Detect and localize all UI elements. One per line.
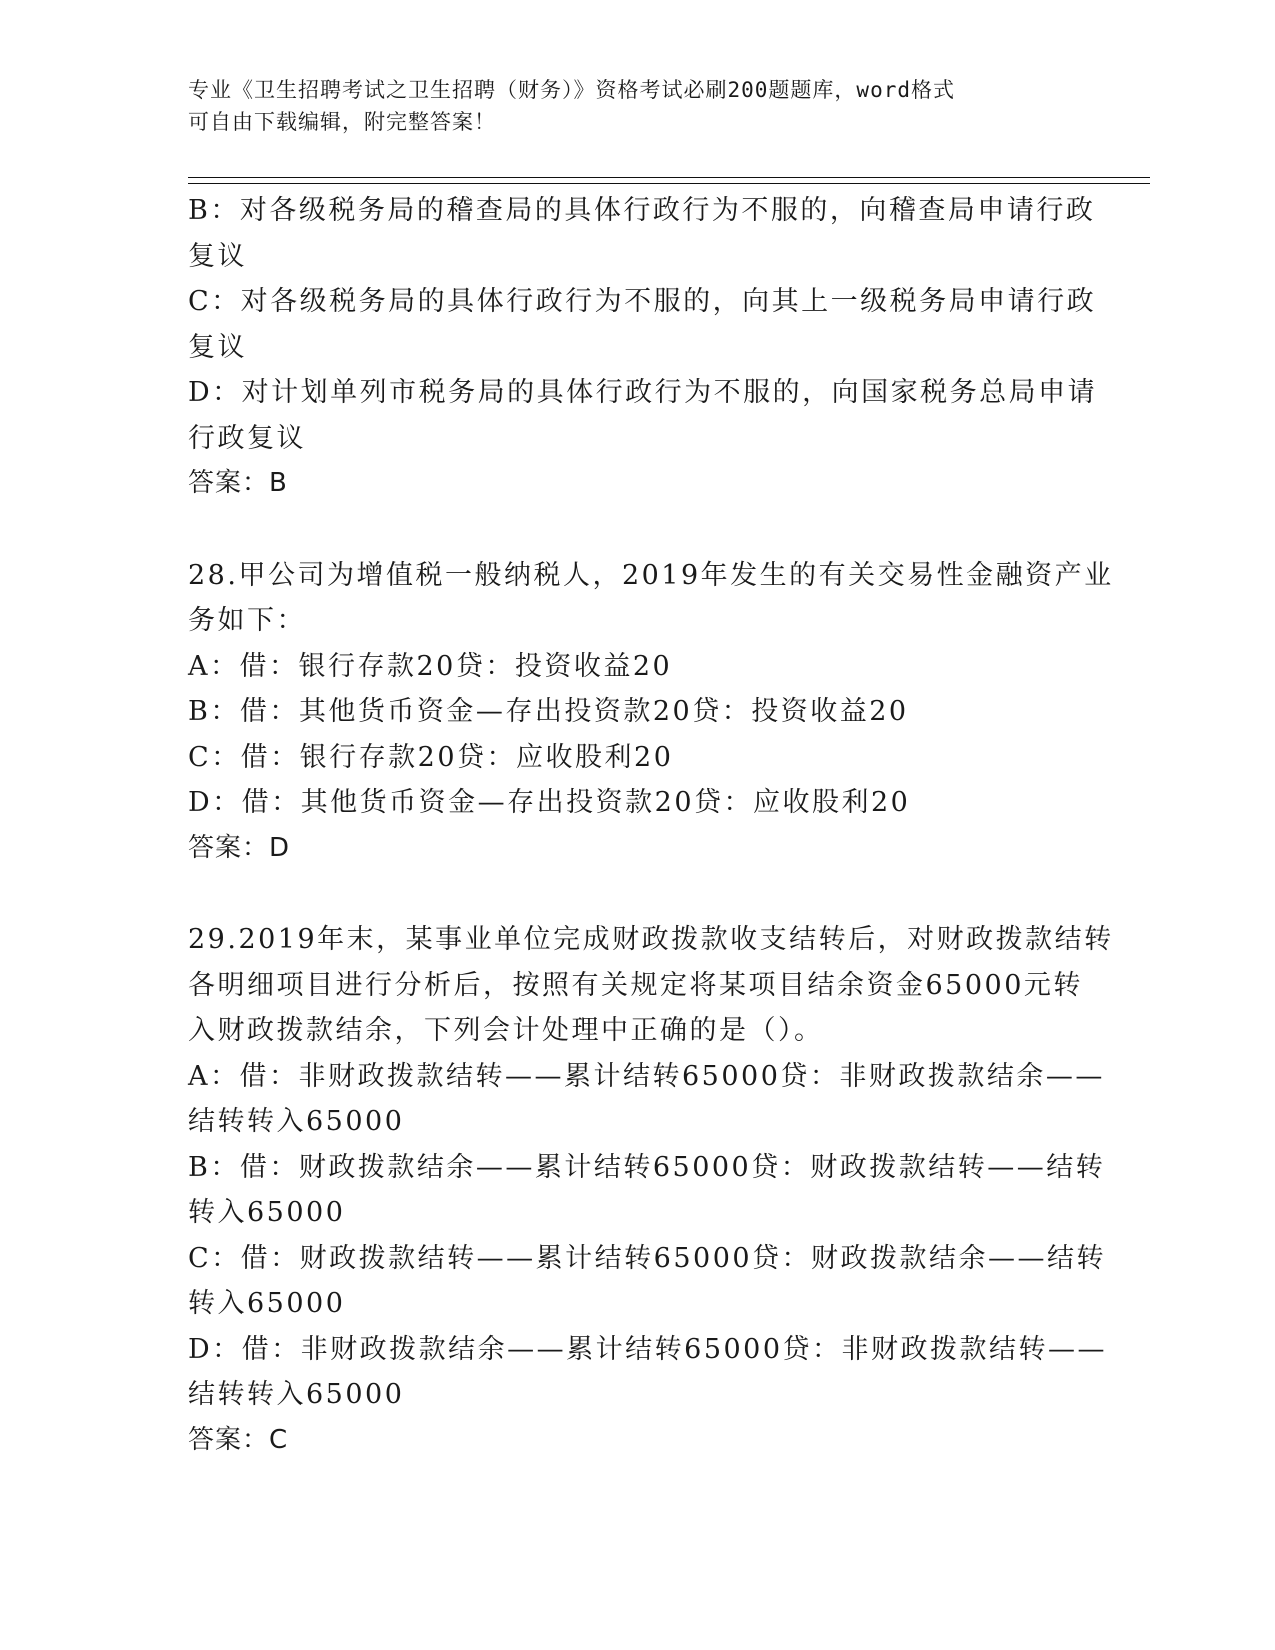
option-line: D：借：非财政拨款结余——累计结转65000贷：非财政拨款结转—— [188, 1333, 1108, 1365]
question-stem: 各明细项目进行分析后，按照有关规定将某项目结余资金65000元转 [188, 969, 1083, 1001]
option-line: B：借：其他货币资金—存出投资款20贷：投资收益20 [188, 696, 909, 727]
header-line: 专业《卫生招聘考试之卫生招聘（财务）》资格考试必刷200题题库，word格式 [188, 78, 955, 102]
document-header [188, 74, 1068, 138]
option-line: 结转转入65000 [188, 1106, 405, 1137]
option-line: C：借：银行存款20贷：应收股利20 [188, 741, 674, 773]
question-27-continued [188, 188, 1098, 507]
option-line: C：借：财政拨款结转——累计结转65000贷：财政拨款结余——结转 [188, 1242, 1107, 1274]
header-divider [188, 183, 1150, 184]
option-line: 复议 [188, 240, 247, 272]
option-line: B：对各级税务局的稽查局的具体行政行为不服的，向稽查局申请行政 [188, 195, 1096, 226]
question-stem: 入财政拨款结余，下列会计处理中正确的是（）。 [188, 1015, 824, 1046]
option-line: 结转转入65000 [188, 1379, 405, 1410]
option-line: A：借：非财政拨款结转——累计结转65000贷：非财政拨款结余—— [188, 1060, 1105, 1092]
question-stem: 务如下： [188, 605, 306, 636]
answer-label: 答案：D [188, 832, 291, 863]
answer-label: 答案：B [188, 468, 288, 498]
option-line: A：借：银行存款20贷：投资收益20 [188, 650, 673, 682]
question-29 [188, 917, 1114, 1463]
question-list [188, 188, 1114, 1463]
option-line: C：对各级税务局的具体行政行为不服的，向其上一级税务局申请行政 [188, 286, 1097, 317]
question-stem: 28.甲公司为增值税一般纳税人，2019年发生的有关交易性金融资产业 [188, 559, 1114, 591]
question-28 [188, 553, 1114, 872]
option-line: 转入65000 [188, 1288, 346, 1319]
option-line: B：借：财政拨款结余——累计结转65000贷：财政拨款结转——结转 [188, 1151, 1106, 1183]
option-line: 行政复议 [188, 422, 306, 454]
option-line: 转入65000 [188, 1197, 346, 1228]
answer-label: 答案：C [188, 1424, 289, 1455]
option-line: D：借：其他货币资金—存出投资款20贷：应收股利20 [188, 787, 911, 818]
header-line: 可自由下载编辑，附完整答案！ [188, 110, 496, 134]
header-divider [188, 177, 1150, 178]
option-line: 复议 [188, 331, 247, 363]
spacer [188, 871, 1088, 917]
spacer [188, 507, 1088, 553]
option-line: D：对计划单列市税务局的具体行政行为不服的，向国家税务总局申请 [188, 377, 1098, 408]
question-stem: 29.2019年末，某事业单位完成财政拨款收支结转后，对财政拨款结转 [188, 924, 1114, 955]
